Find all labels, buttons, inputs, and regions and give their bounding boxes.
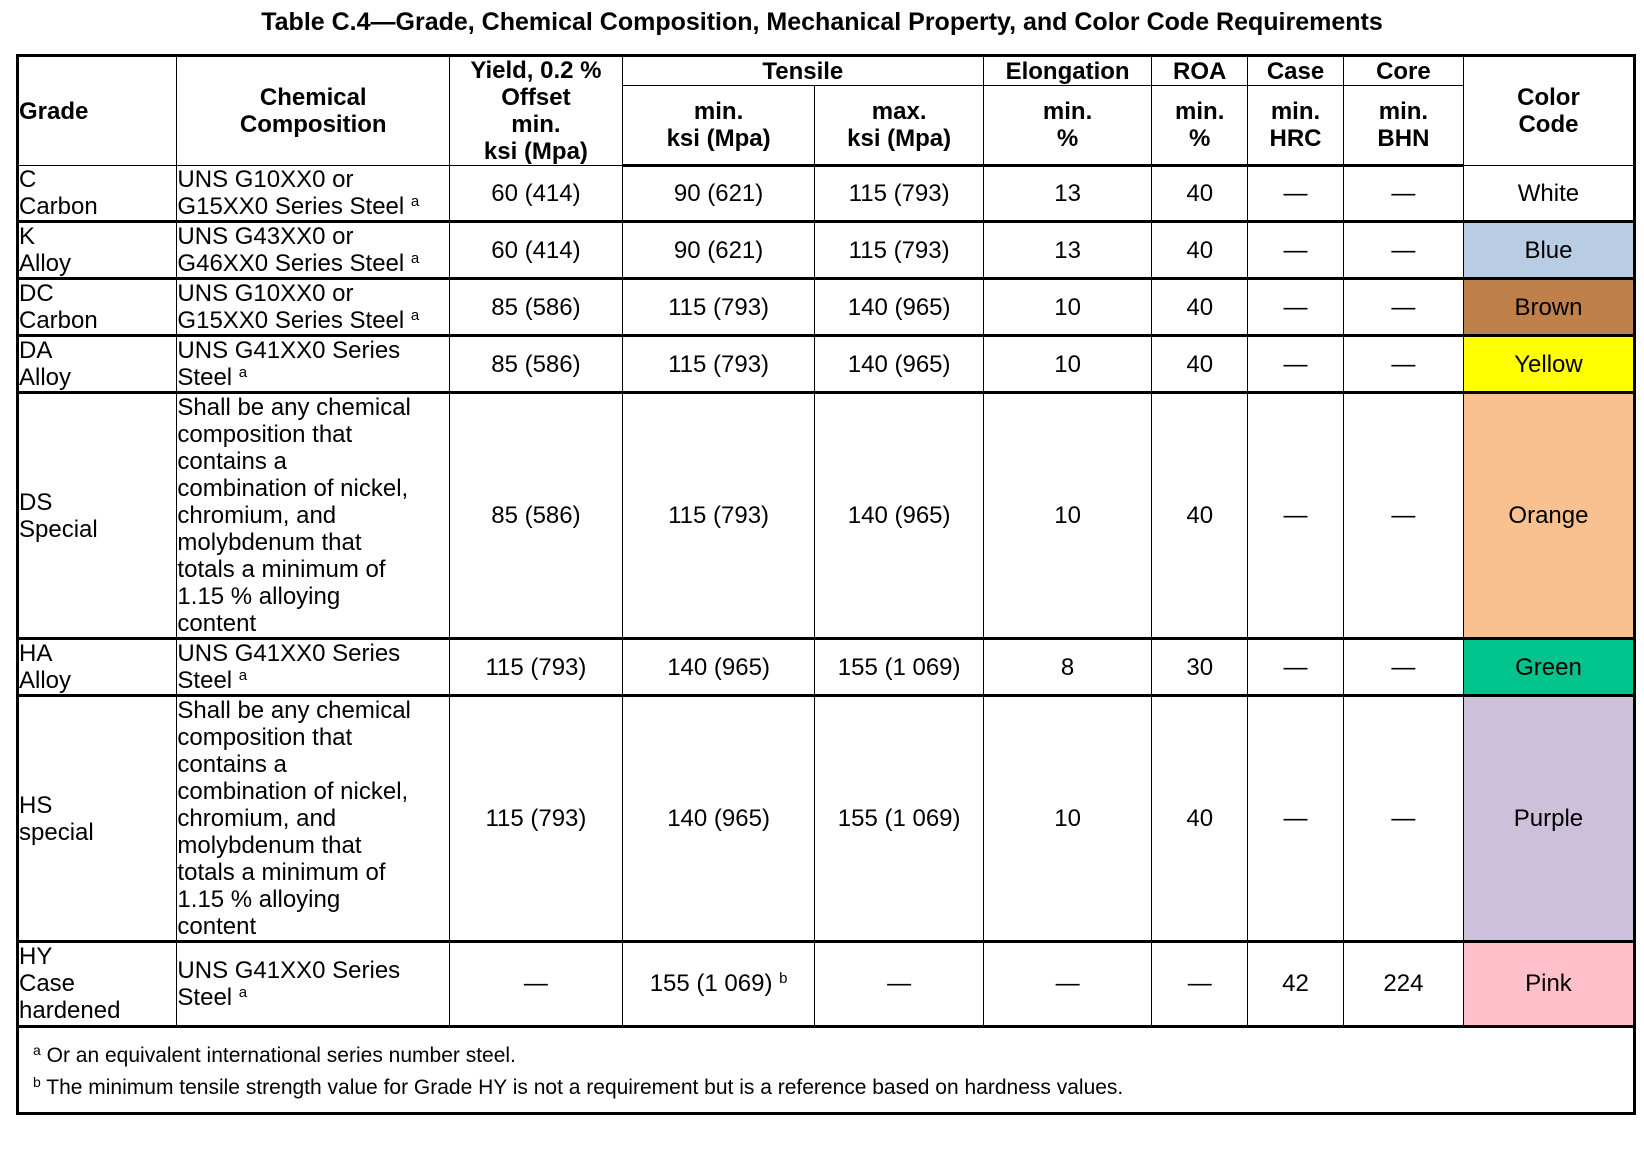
grade-cell: [19, 222, 177, 279]
grade-line: HY: [19, 943, 53, 971]
tensile-max-cell: 140 (965): [815, 393, 983, 639]
composition-line: content: [177, 913, 257, 940]
elongation-cell: 10: [983, 393, 1151, 639]
footnote-ref: a: [410, 193, 420, 210]
color-code-cell: Blue: [1463, 222, 1633, 279]
footnote-b: $^b$ The minimum tensile strength value for Grade HY is not a requirement but is a reference based on hardness values.: [33, 1073, 1124, 1099]
core-cell: —: [1343, 393, 1463, 639]
core-cell: —: [1343, 639, 1463, 696]
header-elongation-min: min. %: [983, 86, 1151, 166]
table-row: [19, 393, 1633, 639]
table-row: [19, 166, 1633, 222]
composition-cell: [177, 166, 450, 222]
grade-cell: [19, 279, 177, 336]
composition-line: totals a minimum of: [177, 859, 386, 886]
grade-line: Special: [19, 515, 98, 543]
color-code-cell: Yellow: [1463, 336, 1633, 393]
yield-cell: 85 (586): [450, 393, 623, 639]
yield-cell: 60 (414): [450, 166, 623, 222]
grade-line: Alloy: [19, 250, 72, 277]
header-chemical-composition: Chemical Composition: [177, 57, 450, 166]
composition-line: UNS G41XX0 Series: [177, 337, 401, 364]
color-code-cell: Purple: [1463, 696, 1633, 942]
grade-line: Alloy: [19, 667, 72, 694]
header-core-min: min. BHN: [1343, 86, 1463, 166]
table-title: Table C.4—Grade, Chemical Composition, Mechanical Property, and Color Code Requirements: [261, 8, 1383, 36]
grade-line: K: [19, 223, 36, 250]
roa-cell: 30: [1152, 639, 1248, 696]
grade-cell: [19, 166, 177, 222]
composition-line: UNS G41XX0 Series: [177, 640, 401, 667]
case-cell: —: [1248, 639, 1344, 696]
grade-line: Alloy: [19, 364, 72, 391]
table-row: [19, 336, 1633, 393]
tensile-min-cell: 115 (793): [622, 336, 815, 393]
table-row: [19, 222, 1633, 279]
grade-cell: [19, 639, 177, 696]
elongation-cell: —: [983, 942, 1151, 1025]
grade-cell: [19, 942, 177, 1025]
core-cell: —: [1343, 336, 1463, 393]
case-cell: —: [1248, 336, 1344, 393]
composition-line: Shall be any chemical: [177, 697, 411, 724]
yield-cell: 60 (414): [450, 222, 623, 279]
composition-line: Steel $^a$: [177, 364, 248, 391]
footnote-ref: a: [238, 667, 248, 684]
composition-line: Steel $^a$: [177, 667, 248, 694]
spec-table: [19, 57, 1633, 1025]
grade-line: special: [19, 818, 94, 846]
tensile-max-cell: 155 (1 069): [815, 696, 983, 942]
grade-line: DS: [19, 488, 53, 516]
composition-line: composition that: [177, 421, 353, 448]
case-cell: —: [1248, 222, 1344, 279]
composition-line: G15XX0 Series Steel $^a$: [177, 193, 420, 220]
footnote-ref: a: [410, 307, 420, 324]
composition-line: 1.15 % alloying: [177, 583, 341, 610]
footnote-a: $^a$ Or an equivalent international series number steel.: [33, 1041, 516, 1067]
case-cell: —: [1248, 166, 1344, 222]
header-tensile-min: min. ksi (Mpa): [622, 86, 815, 166]
composition-line: chromium, and: [177, 805, 337, 832]
tensile-min-cell: 155 (1 069) $^b$: [622, 942, 815, 1025]
yield-cell: 115 (793): [450, 696, 623, 942]
grade-line: C: [19, 166, 37, 193]
yield-cell: 115 (793): [450, 639, 623, 696]
footnote-ref: a: [410, 250, 420, 267]
header-grade: Grade: [19, 57, 177, 166]
composition-line: content: [177, 610, 257, 637]
grade-cell: [19, 393, 177, 639]
case-cell: —: [1248, 696, 1344, 942]
header-elongation: Elongation: [983, 57, 1151, 86]
elongation-cell: 13: [983, 166, 1151, 222]
header-case: Case: [1248, 57, 1344, 86]
composition-line: Steel $^a$: [177, 983, 248, 1011]
table-row: [19, 279, 1633, 336]
composition-cell: [177, 279, 450, 336]
tensile-min-cell: 90 (621): [622, 222, 815, 279]
footnote-ref: a: [238, 983, 248, 1001]
grade-line: HS: [19, 791, 53, 819]
color-code-cell: Orange: [1463, 393, 1633, 639]
elongation-cell: 8: [983, 639, 1151, 696]
elongation-cell: 10: [983, 279, 1151, 336]
composition-line: G15XX0 Series Steel $^a$: [177, 307, 420, 334]
grade-line: HA: [19, 640, 53, 667]
case-cell: 42: [1248, 942, 1344, 1025]
composition-line: molybdenum that: [177, 832, 362, 859]
roa-cell: 40: [1152, 279, 1248, 336]
composition-line: G46XX0 Series Steel $^a$: [177, 250, 420, 277]
composition-cell: [177, 393, 450, 639]
footnotes: [19, 1025, 1633, 1112]
footnote-ref: b: [779, 970, 788, 988]
composition-cell: [177, 639, 450, 696]
color-code-cell: White: [1463, 166, 1633, 222]
composition-line: contains a: [177, 448, 287, 475]
composition-line: combination of nickel,: [177, 475, 409, 502]
elongation-cell: 10: [983, 696, 1151, 942]
roa-cell: 40: [1152, 336, 1248, 393]
table-row: [19, 639, 1633, 696]
composition-cell: [177, 942, 450, 1025]
composition-line: UNS G43XX0 or: [177, 223, 354, 250]
color-code-cell: Green: [1463, 639, 1633, 696]
yield-cell: 85 (586): [450, 279, 623, 336]
tensile-max-cell: 140 (965): [815, 279, 983, 336]
composition-line: Shall be any chemical: [177, 394, 411, 421]
tensile-max-cell: 155 (1 069): [815, 639, 983, 696]
case-cell: —: [1248, 279, 1344, 336]
grade-line: DA: [19, 337, 53, 364]
roa-cell: —: [1152, 942, 1248, 1025]
tensile-min-cell: 115 (793): [622, 279, 815, 336]
color-code-cell: Pink: [1463, 942, 1633, 1025]
table-row: [19, 942, 1633, 1025]
roa-cell: 40: [1152, 166, 1248, 222]
header-roa-min: min. %: [1152, 86, 1248, 166]
composition-line: composition that: [177, 724, 353, 751]
header-tensile-max: max. ksi (Mpa): [815, 86, 983, 166]
grade-line: Carbon: [19, 193, 98, 220]
composition-line: 1.15 % alloying: [177, 886, 341, 913]
footnote-ref: a: [238, 364, 248, 381]
composition-line: chromium, and: [177, 502, 337, 529]
tensile-min-cell: 140 (965): [622, 639, 815, 696]
composition-line: contains a: [177, 751, 287, 778]
table-header: [19, 57, 1633, 166]
yield-cell: —: [450, 942, 623, 1025]
grade-line: hardened: [19, 997, 121, 1025]
spec-table-frame: [16, 54, 1636, 1115]
elongation-cell: 13: [983, 222, 1151, 279]
elongation-cell: 10: [983, 336, 1151, 393]
color-code-cell: Brown: [1463, 279, 1633, 336]
composition-cell: [177, 222, 450, 279]
header-core: Core: [1343, 57, 1463, 86]
table-row: [19, 696, 1633, 942]
core-cell: —: [1343, 222, 1463, 279]
grade-cell: [19, 336, 177, 393]
tensile-min-cell: 90 (621): [622, 166, 815, 222]
header-roa: ROA: [1152, 57, 1248, 86]
composition-line: UNS G10XX0 or: [177, 280, 354, 307]
composition-cell: [177, 696, 450, 942]
composition-cell: [177, 336, 450, 393]
roa-cell: 40: [1152, 222, 1248, 279]
table-body: [19, 166, 1633, 1025]
roa-cell: 40: [1152, 696, 1248, 942]
tensile-min-cell: 140 (965): [622, 696, 815, 942]
grade-line: Carbon: [19, 307, 98, 334]
composition-line: molybdenum that: [177, 529, 362, 556]
core-cell: —: [1343, 279, 1463, 336]
header-case-min: min. HRC: [1248, 86, 1344, 166]
header-color-code: Color Code: [1463, 57, 1633, 166]
composition-line: combination of nickel,: [177, 778, 409, 805]
grade-cell: [19, 696, 177, 942]
core-cell: 224: [1343, 942, 1463, 1025]
composition-line: UNS G10XX0 or: [177, 166, 354, 193]
yield-cell: 85 (586): [450, 336, 623, 393]
grade-line: Case: [19, 970, 76, 998]
tensile-max-cell: 115 (793): [815, 222, 983, 279]
tensile-max-cell: —: [815, 942, 983, 1025]
roa-cell: 40: [1152, 393, 1248, 639]
case-cell: —: [1248, 393, 1344, 639]
tensile-min-cell: 115 (793): [622, 393, 815, 639]
tensile-max-cell: 115 (793): [815, 166, 983, 222]
composition-line: UNS G41XX0 Series: [177, 956, 401, 984]
composition-line: totals a minimum of: [177, 556, 386, 583]
grade-line: DC: [19, 280, 54, 307]
header-tensile: Tensile: [622, 57, 983, 86]
core-cell: —: [1343, 696, 1463, 942]
tensile-max-cell: 140 (965): [815, 336, 983, 393]
header-yield: Yield, 0.2 % Offset min. ksi (Mpa): [450, 57, 623, 166]
core-cell: —: [1343, 166, 1463, 222]
